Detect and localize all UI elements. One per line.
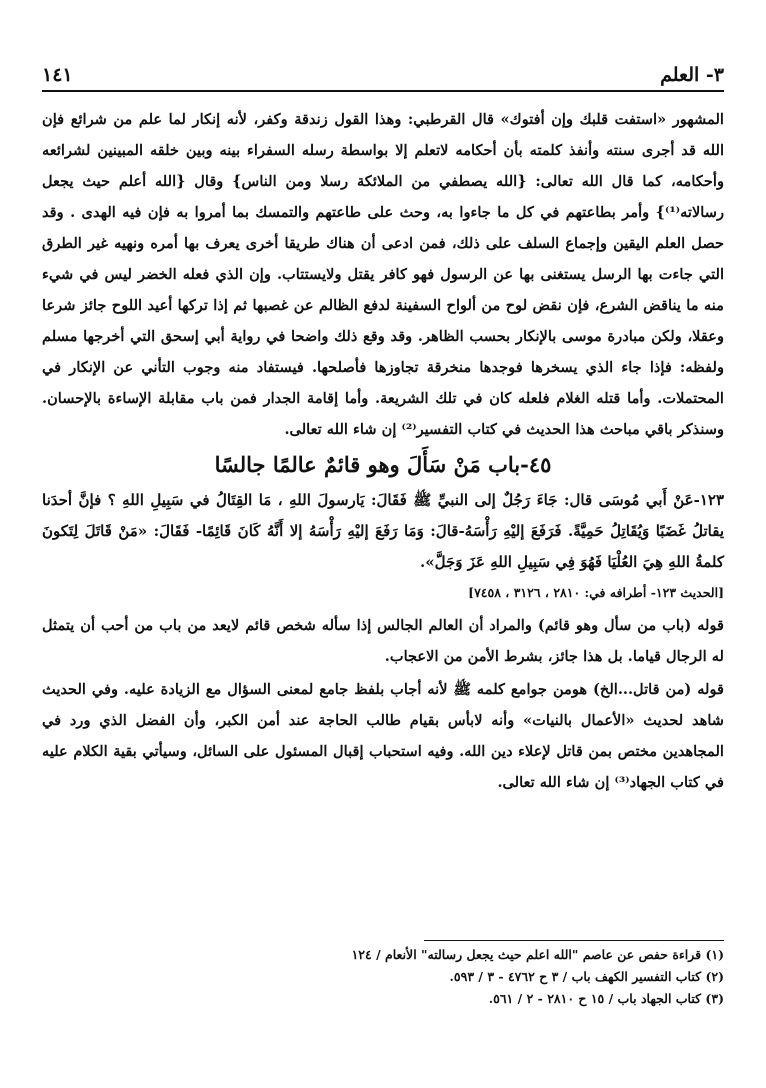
body-paragraph: المشهور «استفت قلبك وإن أفتوك» قال القرطبي: وهذا القول زندقة وكفر، لأنه إنكار لما علم من شرائع فإن الله قد أجرى سنته وأنفذ كلمته بأن أحكامه لاتعلم إلا بواسطة رسله السفراء بينه وبين خلقه المبينين لشرائعه وأحكامه، كما قال الله تعالى: {الله يصطفي من الملائكة رسلا ومن الناس} وقال {الله أعلم حيث يجعل رسالاته⁽¹⁾} وأمر بطاعتهم في كل ما جاءوا به، وحث على طاعتهم والتمسك بما أمروا به فإن فيه الهدى . وقد حصل العلم اليقين وإجماع السلف على ذلك، فمن ادعى أن هناك طريقا أخرى يعرف بها أمره ونهيه غير الطرق التي جاءت بها الرسل يستغنى بها عن الرسول فهو كافر يقتل ولايستتاب. وإن الذي فعله الخضر ليس في شيء منه ما يناقض الشرع، فإن نقض لوح من ألواح السفينة لدفع الظالم عن غصبها ثم إذا تركها أعيد اللوح جائز شرعا وعقلا، ولكن مبادرة موسى بالإنكار بحسب الظاهر. وقد وقع ذلك واضحا في رواية أبي إسحق التي أخرجها مسلم ولفظه: فإذا جاء الذي يسخرها فوجدها منخرقة تجاوزها فأصلحها. فيستفاد منه وجوب التأني عن الإنكار في المحتملات. وأما قتله الغلام فلعله كان في تلك الشريعة. وأما إقامة الجدار فمن باب مقابلة الإساءة بالإحسان. وسنذكر باقي مباحث هذا الحديث في كتاب التفسير⁽²⁾ إن شاء الله تعالى. xyxy=(42,111,724,438)
commentary-keyword: قوله xyxy=(697,617,724,634)
footnotes xyxy=(42,944,724,1010)
commentary-text: (من قاتل...الخ) هومن جوامع كلمه ﷺ لأنه أجاب بلفظ جامع لمعنى السؤال مع الزيادة عليه. وفي الحديث شاهد لحديث «الأعمال بالنيات» وأنه لابأس بقيام طالب الحاجة عند أمن الكبر، وأن الفضل الذي ورد في المجاهدين مختص بمن قاتل لإعلاء دين الله. وفيه استحباب إقبال المسئول على السائل، وسيأتي بقية الكلام عليه في كتاب الجهاد⁽³⁾ إن شاء الله تعالى. xyxy=(42,681,724,791)
commentary-paragraph xyxy=(42,674,724,798)
footnote: (٢) كتاب التفسير الكهف باب / ٣ ح ٤٧٦٢ - ٣ / ٥٩٣. xyxy=(449,969,724,984)
chapter-heading: ٣- العلم xyxy=(660,64,724,86)
page-number: ١٤١ xyxy=(42,64,73,86)
chapter-title: ٤٥-باب مَنْ سَأَلَ وهو قائمٌ عالمًا جالسًا xyxy=(214,452,552,477)
footnote: (١) قراءة حفص عن عاصم "الله اعلم حيث يجعل رسالته" الأنعام / ١٢٤ xyxy=(351,947,724,962)
footnote-divider xyxy=(424,940,724,941)
commentary-keyword: قوله xyxy=(697,681,724,698)
hadith-reference: [الحديث ١٢٣- أطرافه في: ٢٨١٠ ، ٣١٢٦ ، ٧٤٥٨] xyxy=(468,585,724,600)
footnote: (٣) كتاب الجهاد باب / ١٥ ح ٢٨١٠ - ٢ / ٥٦١. xyxy=(488,991,724,1006)
commentary-text: (باب من سأل وهو قائم) والمراد أن العالم الجالس إذا سأله شخص قائم لايعد من باب من أحب أن يتمثل له الرجال قياما. بل هذا جائز، بشرط الأمن من الاعجاب. xyxy=(42,617,724,665)
commentary-paragraph xyxy=(42,610,724,672)
page-header xyxy=(42,50,724,92)
page-body xyxy=(42,104,724,798)
hadith-text: ١٢٣-عَنْ أَبي مُوسَى قال: جَاءَ رَجُلٌ إلى النبيِّ ﷺ فَقَالَ: يَارسولَ اللهِ ، مَا القِتَالُ في سَبِيلِ اللهِ ؟ فإنَّ أحدَنا يقاتلُ غَضَبًا وَيُقَاتِلُ حَمِيَّةً. فَرَفَعَ إليْهِ رَأْسَهُ-قالَ: وَمَا رَفَعَ إليْهِ رَأْسَهُ إلا أَنَّهُ كَانَ قَائِمًا- فَقَالَ: «مَنْ قَاتَلَ لِتَكونَ كلمةُ اللهِ هِيَ العُلْيَا فَهُوَ فِي سَبِيلِ اللهِ عَزَ وَجَلَّ». xyxy=(42,491,724,571)
